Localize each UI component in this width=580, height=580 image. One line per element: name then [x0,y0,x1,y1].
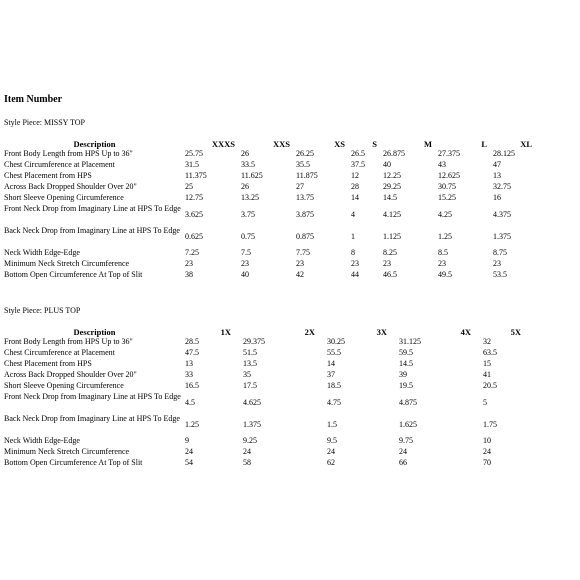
missy-measurement-value: 13.75 [296,193,314,202]
missy-measurement-value: 53.5 [493,270,507,279]
missy-size-header: XS [334,138,345,149]
missy-measurement-value: 3.75 [241,210,255,220]
plus-table-row [4,458,533,469]
missy-size-header: XXS [272,138,290,149]
plus-measurement-value: 41 [483,370,491,379]
plus-measurement-value: 1.5 [327,420,337,430]
plus-measurement-value: 24 [327,447,335,456]
plus-measurement-value: 24 [185,447,193,456]
plus-table-row [4,370,533,381]
missy-measurement-value: 16 [493,193,501,202]
missy-measurement-value: 26.875 [383,149,405,158]
missy-measurement-value: 26 [241,149,249,158]
plus-measurement-value: 15 [483,359,491,368]
plus-measurement-value: 24 [483,447,491,456]
plus-table-row [4,447,533,458]
plus-size-header: 1X [220,326,231,337]
plus-measurement-value: 63.5 [483,348,497,357]
plus-measurement-value: 39 [399,370,407,379]
plus-style-label: Style Piece: PLUS TOP [4,306,81,315]
plus-measurement-value: 32 [483,337,491,346]
plus-measurement-value: 1.25 [185,420,199,430]
missy-measurement-value: 33.5 [241,160,255,169]
missy-measurement-value: 4.375 [493,210,511,220]
plus-measurement-value: 37 [327,370,335,379]
plus-measurement-value: 9.75 [399,436,413,445]
missy-measurement-value: 35.5 [296,160,310,169]
missy-measurement-value: 4.125 [383,210,401,220]
missy-row-description: Chest Placement from HPS [4,171,92,180]
plus-table-row [4,392,533,414]
plus-measurement-value: 24 [243,447,251,456]
plus-measurement-value: 51.5 [243,348,257,357]
missy-measurement-value: 1.375 [493,232,511,242]
plus-measurement-value: 4.75 [327,398,341,408]
missy-measurement-value: 14 [351,193,359,202]
missy-size-table [4,138,538,281]
plus-measurement-value: 13 [185,359,193,368]
plus-measurement-value: 17.5 [243,381,257,390]
missy-size-header: XL [520,138,532,149]
missy-row-description: Front Neck Drop from Imaginary Line at HPS To Edge [4,204,181,213]
missy-measurement-value: 7.75 [296,248,310,257]
missy-measurement-value: 26 [241,182,249,191]
plus-table-row [4,414,533,436]
missy-size-header: L [481,138,487,149]
missy-measurement-value: 40 [383,160,391,169]
plus-measurement-value: 14.5 [399,359,413,368]
plus-table-row [4,337,533,348]
missy-table-row [4,149,538,160]
missy-table-row [4,270,538,281]
plus-measurement-value: 10 [483,436,491,445]
missy-row-description: Back Neck Drop from Imaginary Line at HPS To Edge [4,226,180,235]
missy-measurement-value: 15.25 [438,193,456,202]
missy-table-row [4,226,538,248]
missy-table-row [4,259,538,270]
missy-measurement-value: 8.5 [438,248,448,257]
missy-table-row [4,248,538,259]
missy-measurement-value: 11.375 [185,171,207,180]
missy-measurement-value: 25 [185,182,193,191]
plus-size-table [4,326,533,469]
plus-measurement-value: 54 [185,458,193,467]
plus-size-header: 5X [510,326,521,337]
missy-measurement-value: 23 [383,259,391,268]
missy-measurement-value: 47 [493,160,501,169]
missy-table-row [4,204,538,226]
missy-measurement-value: 31.5 [185,160,199,169]
missy-row-description: Chest Circumference at Placement [4,160,115,169]
missy-measurement-value: 44 [351,270,359,279]
plus-measurement-value: 33 [185,370,193,379]
missy-row-description: Front Body Length from HPS Up to 36" [4,149,133,158]
plus-measurement-value: 4.5 [185,398,195,408]
missy-row-description: Across Back Dropped Shoulder Over 20" [4,182,137,191]
missy-measurement-value: 1.25 [438,232,452,242]
missy-row-description: Bottom Open Circumference At Top of Slit [4,270,143,279]
plus-measurement-value: 62 [327,458,335,467]
plus-table-body [4,337,533,469]
plus-size-header: 3X [376,326,387,337]
missy-measurement-value: 7.25 [185,248,199,257]
missy-measurement-value: 49.5 [438,270,452,279]
missy-measurement-value: 14.5 [383,193,397,202]
missy-header-row [4,138,538,149]
plus-measurement-value: 35 [243,370,251,379]
missy-size-header: M [423,138,432,149]
missy-measurement-value: 37.5 [351,160,365,169]
missy-measurement-value: 27.375 [438,149,460,158]
missy-measurement-value: 23 [438,259,446,268]
plus-measurement-value: 59.5 [399,348,413,357]
plus-measurement-value: 1.625 [399,420,417,430]
plus-measurement-value: 20.5 [483,381,497,390]
missy-measurement-value: 30.75 [438,182,456,191]
plus-size-header: 4X [460,326,471,337]
plus-measurement-value: 9 [185,436,189,445]
plus-measurement-value: 9.25 [243,436,257,445]
plus-size-header: 2X [304,326,315,337]
missy-measurement-value: 29.25 [383,182,401,191]
plus-measurement-value: 24 [399,447,407,456]
missy-measurement-value: 12.25 [383,171,401,180]
missy-measurement-value: 23 [185,259,193,268]
plus-measurement-value: 9.5 [327,436,337,445]
missy-measurement-value: 26.5 [351,149,365,158]
missy-measurement-value: 4 [351,210,355,220]
missy-measurement-value: 13.25 [241,193,259,202]
plus-measurement-value: 13.5 [243,359,257,368]
plus-row-description: Across Back Dropped Shoulder Over 20" [4,370,137,379]
plus-measurement-value: 18.5 [327,381,341,390]
missy-measurement-value: 40 [241,270,249,279]
plus-row-description: Front Neck Drop from Imaginary Line at HPS To Edge [4,392,181,401]
missy-measurement-value: 26.25 [296,149,314,158]
plus-measurement-value: 70 [483,458,491,467]
missy-measurement-value: 8 [351,248,355,257]
missy-description-header: Description [73,138,116,149]
missy-row-description: Minimum Neck Stretch Circumference [4,259,130,268]
missy-measurement-value: 11.875 [296,171,318,180]
missy-measurement-value: 32.75 [493,182,511,191]
plus-measurement-value: 47.5 [185,348,199,357]
plus-measurement-value: 31.125 [399,337,421,346]
missy-measurement-value: 28.125 [493,149,515,158]
missy-table-row [4,171,538,182]
missy-measurement-value: 42 [296,270,304,279]
plus-measurement-value: 30.25 [327,337,345,346]
plus-measurement-value: 4.875 [399,398,417,408]
plus-header-row [4,326,533,337]
plus-measurement-value: 4.625 [243,398,261,408]
plus-description-header: Description [73,326,116,337]
missy-table-body [4,149,538,281]
missy-measurement-value: 23 [493,259,501,268]
missy-table-row [4,193,538,204]
plus-measurement-value: 1.75 [483,420,497,430]
missy-measurement-value: 27 [296,182,304,191]
plus-row-description: Bottom Open Circumference At Top of Slit [4,458,143,467]
plus-row-description: Neck Width Edge-Edge [4,436,80,445]
missy-measurement-value: 13 [493,171,501,180]
missy-style-label: Style Piece: MISSY TOP [4,118,85,127]
plus-measurement-value: 58 [243,458,251,467]
missy-measurement-value: 0.75 [241,232,255,242]
plus-measurement-value: 66 [399,458,407,467]
missy-size-header: XXXS [211,138,235,149]
plus-measurement-value: 16.5 [185,381,199,390]
plus-table-row [4,359,533,370]
missy-measurement-value: 43 [438,160,446,169]
missy-row-description: Neck Width Edge-Edge [4,248,80,257]
missy-measurement-value: 23 [241,259,249,268]
missy-measurement-value: 12.75 [185,193,203,202]
missy-size-header: S [372,138,377,149]
missy-measurement-value: 46.5 [383,270,397,279]
plus-measurement-value: 28.5 [185,337,199,346]
plus-measurement-value: 29.375 [243,337,265,346]
plus-row-description: Front Body Length from HPS Up to 36" [4,337,133,346]
missy-measurement-value: 0.625 [185,232,203,242]
missy-measurement-value: 23 [296,259,304,268]
plus-measurement-value: 19.5 [399,381,413,390]
plus-measurement-value: 14 [327,359,335,368]
missy-row-description: Short Sleeve Opening Circumference [4,193,124,202]
missy-measurement-value: 38 [185,270,193,279]
missy-measurement-value: 28 [351,182,359,191]
missy-measurement-value: 1 [351,232,355,242]
missy-measurement-value: 1.125 [383,232,401,242]
missy-measurement-value: 4.25 [438,210,452,220]
plus-row-description: Chest Placement from HPS [4,359,92,368]
missy-measurement-value: 3.875 [296,210,314,220]
plus-table-row [4,381,533,392]
plus-row-description: Short Sleeve Opening Circumference [4,381,124,390]
missy-measurement-value: 8.75 [493,248,507,257]
plus-row-description: Back Neck Drop from Imaginary Line at HPS To Edge [4,414,180,423]
plus-measurement-value: 55.5 [327,348,341,357]
missy-measurement-value: 7.5 [241,248,251,257]
missy-measurement-value: 8.25 [383,248,397,257]
plus-row-description: Minimum Neck Stretch Circumference [4,447,130,456]
plus-table-row [4,348,533,359]
plus-table-row [4,436,533,447]
missy-measurement-value: 12.625 [438,171,460,180]
missy-measurement-value: 3.625 [185,210,203,220]
missy-measurement-value: 0.875 [296,232,314,242]
plus-measurement-value: 1.375 [243,420,261,430]
missy-measurement-value: 12 [351,171,359,180]
document-title: Item Number [4,94,63,105]
missy-measurement-value: 11.625 [241,171,263,180]
missy-measurement-value: 23 [351,259,359,268]
missy-table-row [4,160,538,171]
missy-measurement-value: 25.75 [185,149,203,158]
plus-row-description: Chest Circumference at Placement [4,348,115,357]
plus-measurement-value: 5 [483,398,487,408]
missy-table-row [4,182,538,193]
